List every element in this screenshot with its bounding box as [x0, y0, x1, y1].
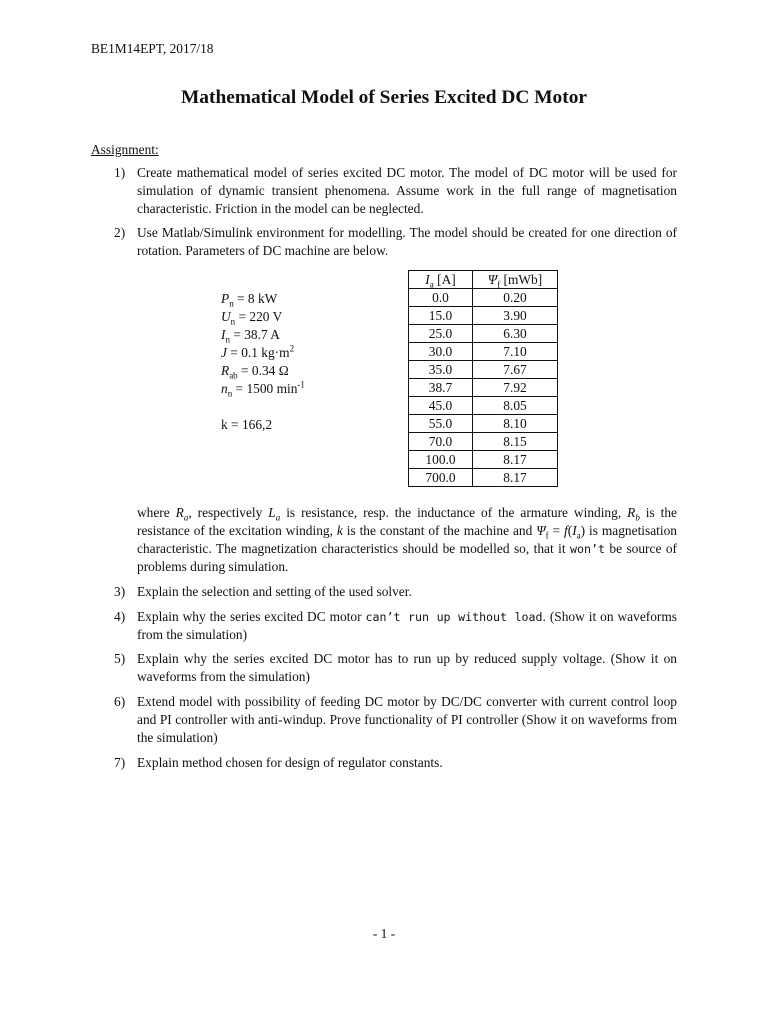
item-number: 6): [114, 694, 126, 709]
param-rated-voltage: $U_n = 220$ V: [221, 309, 283, 327]
item-number: 4): [114, 609, 126, 624]
current-cell: 30.0: [409, 343, 473, 361]
item-number: 2): [114, 225, 126, 240]
item-number: 3): [114, 584, 126, 599]
current-cell: 25.0: [409, 325, 473, 343]
flux-cell: 6.30: [473, 325, 558, 343]
document-title: Mathematical Model of Series Excited DC Motor: [180, 87, 587, 108]
param-inertia: J = 0.1 $kg\cdot m^2$: [221, 343, 295, 360]
flux-cell: 3.90: [473, 307, 558, 325]
current-cell: 38.7: [409, 379, 473, 397]
flux-cell: 8.05: [473, 397, 558, 415]
param-rated-speed: $n_n = 1500$ $\min^{-1}$: [221, 379, 305, 399]
current-cell: 55.0: [409, 415, 473, 433]
table-row: [409, 451, 558, 469]
item-text: Explain method chosen for design of regulator constants.: [137, 755, 443, 770]
table-row: [409, 343, 558, 361]
page-number: - 1 -: [372, 926, 396, 941]
param-machine-constant: k = 166,2: [221, 417, 273, 432]
current-cell: 45.0: [409, 397, 473, 415]
current-cell: 100.0: [409, 451, 473, 469]
current-cell: 700.0: [409, 469, 473, 487]
flux-cell: 8.17: [473, 469, 558, 487]
flux-cell: 8.15: [473, 433, 558, 451]
item-number: 5): [114, 651, 126, 666]
column-header-current: $I_a$ [A]: [409, 271, 473, 289]
assignment-heading: Assignment:: [91, 142, 159, 157]
magnetisation-table: [408, 270, 558, 487]
item-number: 7): [114, 755, 126, 770]
table-row: [409, 397, 558, 415]
item-text: Use Matlab/Simulink environment for modelling. The model should be created for one direction of rotation. Parameters of DC machine are below.: [137, 225, 677, 258]
page-header: BE1M14EPT, 2017/18: [91, 41, 214, 56]
flux-cell: 8.17: [473, 451, 558, 469]
current-cell: 35.0: [409, 361, 473, 379]
current-cell: 70.0: [409, 433, 473, 451]
current-cell: 15.0: [409, 307, 473, 325]
table-row: [409, 433, 558, 451]
item-text: Extend model with possibility of feeding DC motor by DC/DC converter with current control loop and PI controller with anti-windup. Prove functionality of PI controller (Show it on waveforms from the simulation): [137, 694, 677, 745]
flux-cell: 7.67: [473, 361, 558, 379]
param-armature-resistance: $R_{ab} = 0.34$ Ω: [221, 363, 289, 381]
model-description: where $R_a$, respectively $L_a$ is resistance, resp. the inductance of the armature winding, $R_b$ is the resistance of the excitation winding, k is the constant of the machine and $\Psi_f = f(I_a)$ is magnetisation characteristic. The magnetization characteristics should be modelled so, that it won’t be source of problems during simulation.: [137, 505, 677, 574]
table-row: [409, 469, 558, 487]
table-row: [409, 289, 558, 307]
param-rated-current: $I_n = 38.7$ A: [221, 327, 280, 345]
item-text: Explain why the series excited DC motor has to run up by reduced supply voltage. (Show it on waveforms from the simulation): [137, 651, 677, 684]
table-header-row: [409, 271, 558, 289]
flux-cell: 7.92: [473, 379, 558, 397]
column-header-flux: $\Psi_f$ [mWb]: [473, 271, 558, 289]
param-rated-power: $P_n = 8$ kW: [221, 291, 278, 309]
flux-cell: 8.10: [473, 415, 558, 433]
machine-parameters: [221, 290, 305, 398]
current-cell: 0.0: [409, 289, 473, 307]
flux-cell: 0.20: [473, 289, 558, 307]
table-row: [409, 325, 558, 343]
table-row: [409, 415, 558, 433]
table-row: [409, 307, 558, 325]
table-row: [409, 361, 558, 379]
table-row: [409, 379, 558, 397]
item-number: 1): [114, 165, 126, 180]
flux-cell: 7.10: [473, 343, 558, 361]
item-text: Create mathematical model of series excited DC motor. The model of DC motor will be used for simulation of dynamic transient phenomena. Assume work in the full range of magnetisation characteristic. Friction in the model can be neglected.: [137, 165, 677, 216]
item-text: Explain the selection and setting of the used solver.: [137, 584, 412, 599]
item-text: Explain why the series excited DC motor can’t run up without load. (Show it on waveforms from the simulation): [137, 609, 677, 642]
